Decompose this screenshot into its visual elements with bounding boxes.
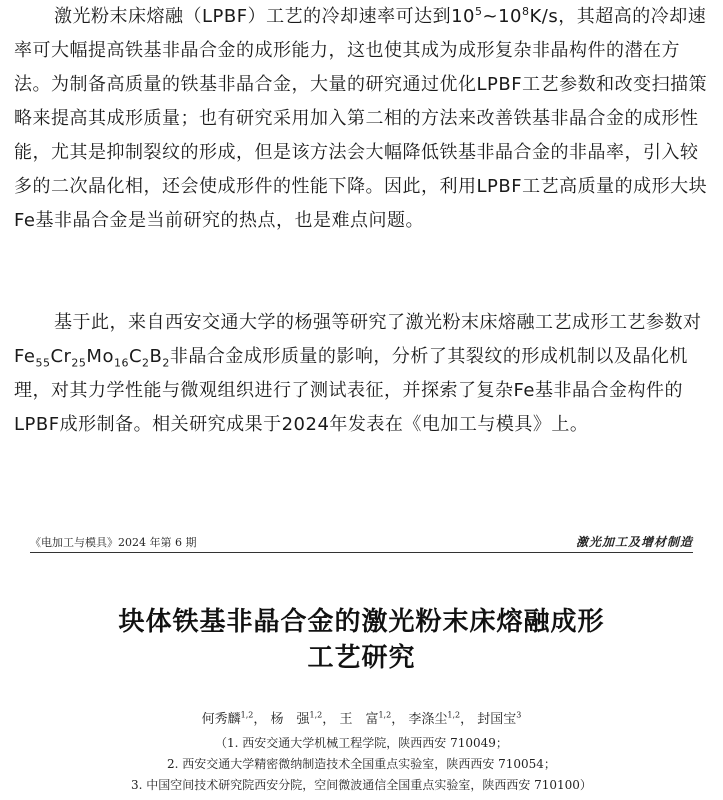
- title-line-1: 块体铁基非晶合金的激光粉末床熔融成形: [118, 607, 605, 637]
- body-paragraph-1: [14, 0, 708, 238]
- subscript: 55: [35, 356, 51, 370]
- author-name: 杨 强: [270, 712, 310, 727]
- subscript: 2: [162, 356, 170, 370]
- paragraph-text: Cr: [50, 346, 72, 367]
- author-affiliation-mark: 1,2: [447, 710, 461, 720]
- body-paragraph-2: [14, 306, 708, 442]
- subscript: 2: [142, 356, 150, 370]
- paragraph-text: 激光粉末床熔融（LPBF）工艺的冷却速率可达到10: [54, 6, 475, 27]
- affiliation-1: （1. 西安交通大学机械工程学院，陕西西安 710049；: [215, 736, 508, 750]
- paragraph-text: Mo: [86, 346, 114, 367]
- separator: ，: [460, 712, 474, 727]
- section-label: 激光加工及增材制造: [575, 535, 693, 549]
- author-affiliation-mark: 1,2: [240, 710, 254, 720]
- article-title: [0, 604, 723, 676]
- author-name: 王 富: [339, 712, 379, 727]
- author-affiliation-mark: 3: [516, 710, 522, 720]
- journal-issue-label: 《电加工与模具》2024 年第 6 期: [30, 536, 197, 549]
- paragraph-text: B: [149, 346, 163, 367]
- paragraph-text: C: [128, 346, 143, 367]
- superscript: 5: [475, 5, 483, 18]
- author-affiliation-mark: 1,2: [378, 710, 392, 720]
- subscript: 25: [71, 356, 87, 370]
- separator: ，: [253, 712, 267, 727]
- article-header-image: [0, 530, 723, 800]
- subscript: 16: [113, 356, 129, 370]
- title-line-2: 工艺研究: [307, 643, 416, 673]
- paragraph-text: ~10: [482, 6, 522, 27]
- journal-header-bar: [30, 530, 693, 553]
- author-affiliation-mark: 1,2: [309, 710, 323, 720]
- affiliation-2: 2. 西安交通大学精密微纳制造技术全国重点实验室，陕西西安 710054；: [167, 757, 556, 771]
- paragraph-text: 基于此，来自西安交通大学的杨强等研究了激光粉末床熔融工艺成形工艺参数对Fe: [14, 312, 702, 367]
- author-name: 封国宝: [477, 712, 517, 727]
- author-name: 李涤尘: [408, 712, 448, 727]
- separator: ，: [391, 712, 405, 727]
- paragraph-text: K/s，其超高的冷却速率可大幅提高铁基非晶合金的成形能力，这也使其成为成形复杂非晶构件的潜在方法。为制备高质量的铁基非晶合金，大量的研究通过优化LPBF工艺参数和改变扫描策略来提高其成形质量；也有研究采用加入第二相的方法来改善铁基非晶合金的成形性能，尤其是抑制裂纹的形成，但是该方法会大幅降低铁基非晶合金的非晶率，引入较多的二次晶化相，还会使成形件的性能下降。因此，利用LPBF工艺高质量的成形大块Fe基非晶合金是当前研究的热点，也是难点问题。: [14, 6, 708, 231]
- separator: ，: [322, 712, 336, 727]
- paragraph-text: 非晶合金成形质量的影响，分析了其裂纹的形成机制以及晶化机理，对其力学性能与微观组织进行了测试表征，并探索了复杂Fe基非晶合金构件的LPBF成形制备。相关研究成果于2024年发表在《电加工与模具》上。: [14, 346, 688, 435]
- affiliation-3: 3. 中国空间技术研究院西安分院，空间微波通信全国重点实验室，陕西西安 710100）: [131, 778, 592, 792]
- superscript: 8: [522, 5, 530, 18]
- author-list: [0, 708, 723, 727]
- author-name: 何秀麟: [201, 712, 241, 727]
